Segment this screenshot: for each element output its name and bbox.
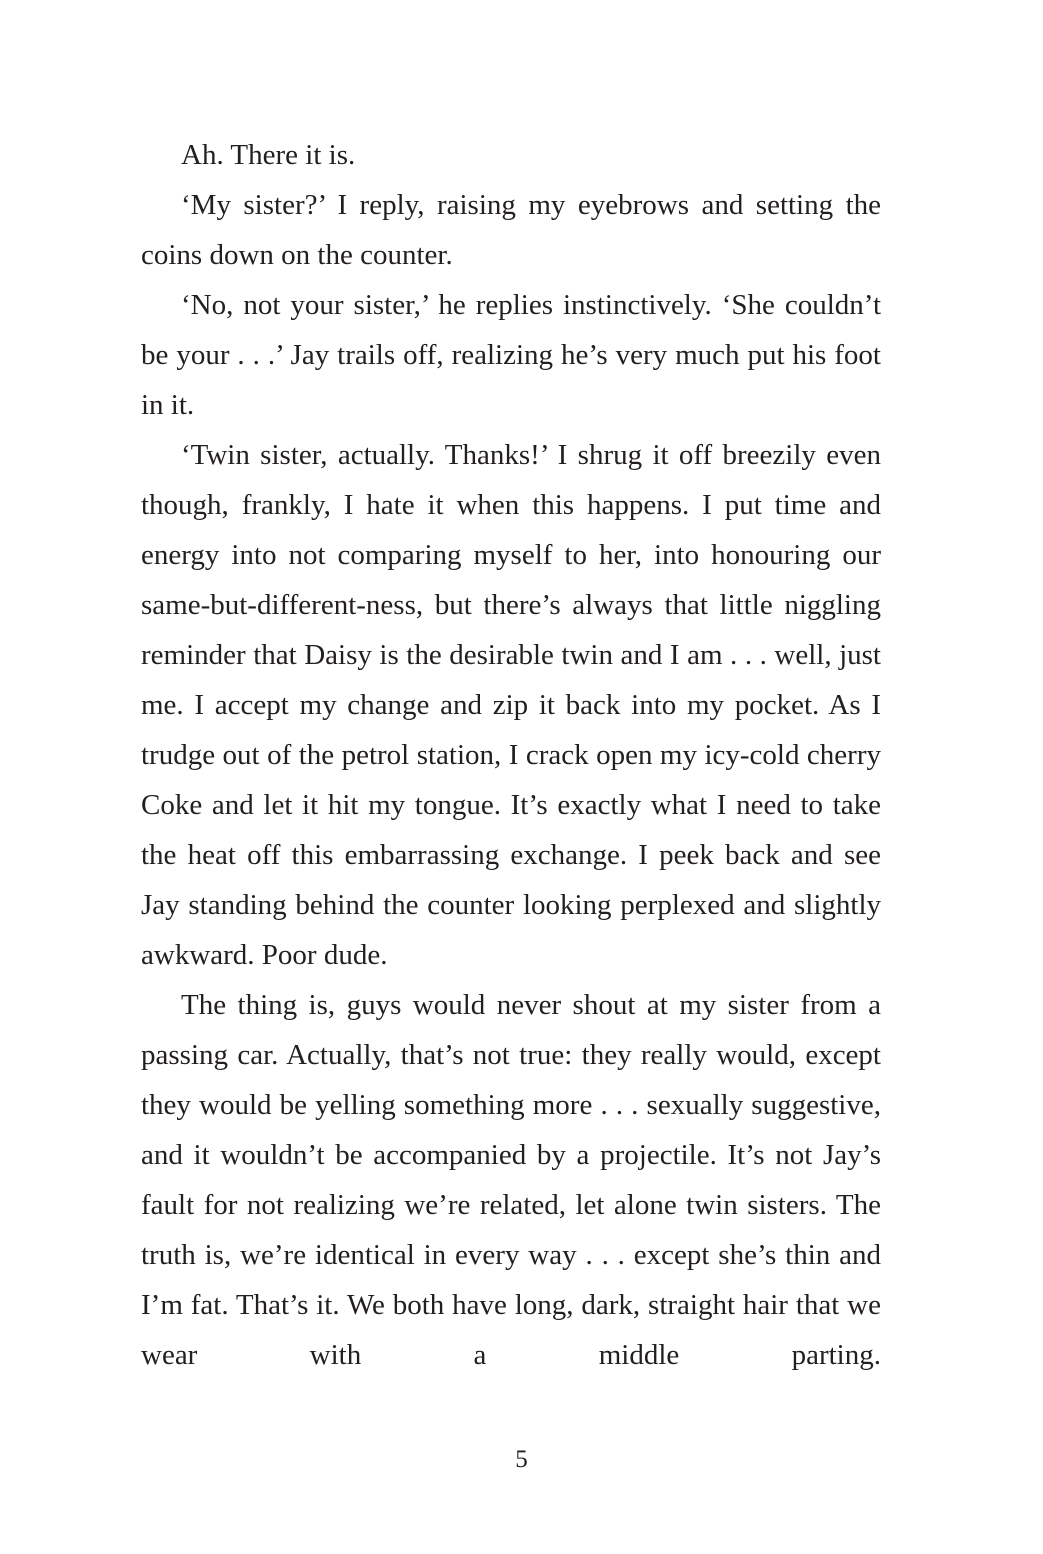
paragraph-3: ‘No, not your sister,’ he replies instinctively. ‘She couldn’t be your . . .’ Jay trails off, realizing he’s very much put his foot in it. — [141, 289, 881, 421]
paragraph-5: The thing is, guys would never shout at my sister from a passing car. Actually, that’s not true: they really would, except they would be yelling something more . . . sexually suggestive, and it wouldn’t be accompanied by a projectile. It’s not Jay’s fault for not realizing we’re related, let alone twin sisters. The truth is, we’re identical in every way . . . except she’s thin and I’m fat. That’s it. We both have long, dark, straight hair that we wear with a middle parting. — [141, 989, 881, 1371]
paragraph-1: Ah. There it is. — [181, 139, 356, 171]
paragraph-2: ‘My sister?’ I reply, raising my eyebrows and setting the coins down on the counter. — [141, 189, 881, 271]
paragraph-4: ‘Twin sister, actually. Thanks!’ I shrug it off breezily even though, frankly, I hate it when this happens. I put time and energy into not comparing myself to her, into honouring our same-but-different-ness, but there’s always that little niggling reminder that Daisy is the desirable twin and I am . . . well, just me. I accept my change and zip it back into my pocket. As I trudge out of the petrol station, I crack open my icy-cold cherry Coke and let it hit my tongue. It’s exactly what I need to take the heat off this embarrassing exchange. I peek back and see Jay standing behind the counter looking perplexed and slightly awkward. Poor dude. — [141, 439, 881, 971]
body-text — [141, 130, 881, 1380]
page-number: 5 — [515, 1446, 528, 1473]
